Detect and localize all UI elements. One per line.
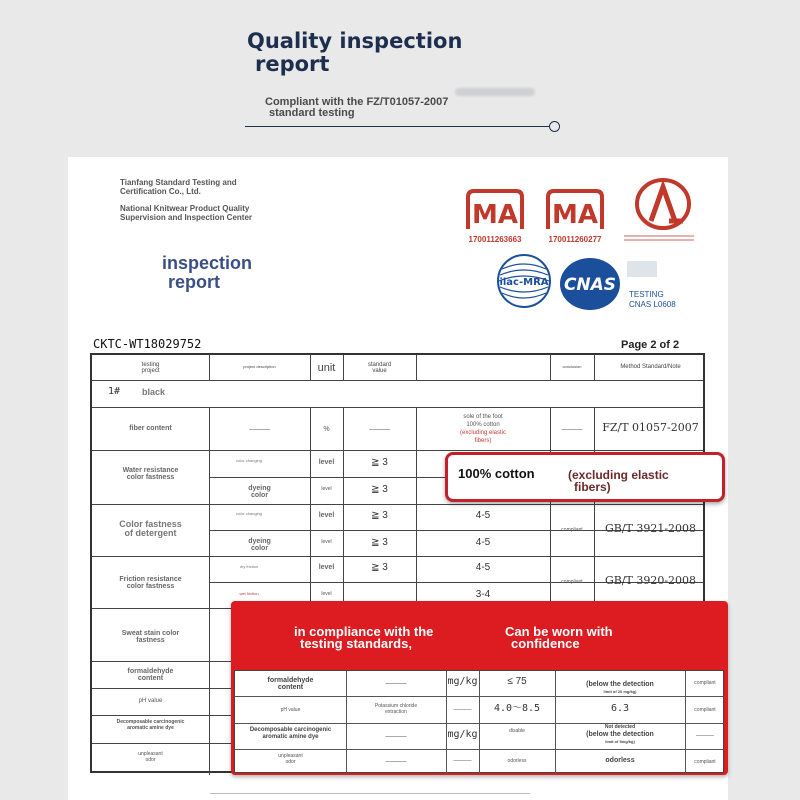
banner-odor-line1: unpleasant	[278, 753, 303, 759]
org-name-tianfang	[120, 178, 237, 196]
document-number: CKTC-WT18029752	[93, 337, 202, 351]
friction-result-1: 4-5	[475, 562, 491, 573]
banner-amine-result	[555, 723, 685, 744]
amine-label-line1: Decomposable carcinogenic	[116, 719, 185, 725]
water-standard-2: ≧ 3	[371, 484, 388, 495]
cal-certification-logo	[633, 177, 693, 232]
formaldehyde-label-line1: formaldehyde	[127, 668, 174, 675]
friction-label-line2: color fastness	[126, 583, 175, 590]
ma-certification-logo-1	[464, 187, 526, 231]
fiber-standard: ———	[369, 426, 390, 433]
water-dyeing-line1: dyeing	[248, 485, 271, 492]
banner-amine-result-line1: Not detected	[604, 724, 636, 730]
org-name-knitwear-center	[120, 204, 252, 222]
detergent-dyeing-line1: dyeing	[248, 538, 271, 545]
cnas-mini-image	[627, 261, 657, 277]
detergent-sub-color-changing: color changing	[235, 511, 263, 516]
odor-label-line1: unpleasant	[138, 751, 163, 757]
report-title	[247, 30, 462, 76]
banner-odor-desc: ———	[385, 758, 407, 765]
detergent-sub-dyeing-color	[209, 538, 310, 552]
sweat-label-line2: fastness	[136, 637, 165, 644]
friction-result-2: 3-4	[475, 589, 491, 600]
banner-formaldehyde-result-line2: limit of 20 mg/kg)	[603, 689, 637, 694]
detergent-dyeing-line2: color	[250, 545, 269, 552]
banner-odor-result: odorless	[605, 757, 635, 764]
banner-amine-line2: aromatic amine dye	[262, 734, 319, 740]
banner-ph-standard: 4.0～8.5	[493, 703, 541, 714]
inspection-heading-line1: inspection	[162, 253, 253, 273]
ph-label: pH value	[138, 698, 163, 704]
banner-ph-label: pH value	[280, 707, 301, 713]
cal-fine-print-line-2	[624, 239, 694, 241]
friction-sub-dry: dry friction	[239, 564, 259, 569]
banner-formaldehyde-conclusion: compliant	[694, 680, 716, 686]
banner-ph-desc-line1: Potassium chloride	[374, 703, 418, 709]
header-standard-line2: value	[372, 368, 387, 374]
svg-text:CNAS: CNAS	[563, 275, 617, 295]
sweat-label-line1: Sweat stain color	[121, 630, 180, 637]
report-subtitle	[265, 97, 448, 119]
detergent-result-1: 4-5	[475, 510, 491, 521]
banner-odor-line2: odor	[285, 759, 296, 765]
fiber-unit: %	[323, 426, 330, 433]
header-conclusion: conclusion	[562, 364, 582, 369]
friction-label-line1: Friction resistance	[119, 576, 182, 583]
amine-label-line2: aromatic amine dye	[127, 725, 174, 731]
cnas-testing-text	[629, 290, 676, 310]
callout-cotton-text: 100% cotton	[458, 466, 535, 481]
banner-amine-standard: disable	[509, 728, 525, 734]
detergent-unit-1: level	[318, 512, 335, 519]
odor-label	[92, 751, 209, 763]
banner-formaldehyde-standard: ≤ 75	[507, 676, 527, 687]
banner-odor-standard: odorless	[507, 758, 527, 764]
report-title-line2: report	[255, 52, 330, 76]
detergent-standard-1: ≧ 3	[371, 510, 388, 521]
banner-right-line1: Can be worn with	[505, 624, 613, 639]
callout-excluding-line2: fibers)	[574, 480, 611, 494]
row-line	[92, 556, 703, 557]
detergent-conclusion: compliant	[561, 527, 583, 533]
inspection-heading-line2: report	[168, 272, 221, 292]
banner-odor-unit: ———	[453, 758, 472, 764]
detergent-unit-2: level	[321, 539, 332, 545]
header-divider	[245, 126, 550, 127]
banner-left-line1: in compliance with the	[294, 624, 434, 639]
banner-formaldehyde-line1: formaldehyde	[267, 677, 314, 684]
detergent-label-line2: of detergent	[124, 528, 177, 538]
fiber-result-line2: 100% cotton	[466, 422, 500, 428]
org1-line1: Tianfang Standard Testing and	[120, 178, 237, 187]
banner-left-line2: testing standards,	[300, 636, 412, 651]
header-standard-line1: standard	[367, 362, 392, 368]
ma-certification-logo-2	[544, 187, 606, 231]
friction-sub-wet: wet friction	[239, 591, 259, 596]
water-sub-color-changing: color changing	[235, 458, 263, 463]
banner-formaldehyde-desc: ———	[385, 680, 407, 687]
friction-method: GB/T 3920-2008	[604, 574, 697, 587]
detergent-fastness-label	[92, 520, 209, 538]
fiber-result-line3: (excluding elastic	[459, 430, 507, 436]
report-title-line1: Quality inspection	[247, 29, 463, 53]
fiber-result-line1: sole of the foot	[463, 414, 503, 420]
banner-amine-conclusion: ———	[696, 733, 714, 739]
banner-ph-conclusion: compliant	[694, 707, 716, 713]
water-unit-2: level	[321, 486, 332, 492]
header-testing-line1: testing	[141, 362, 160, 368]
banner-amine-result-line3: limit of 5mg/kg)	[605, 739, 635, 744]
header-method-standard: Method Standard/Note	[620, 364, 681, 370]
banner-odor-label	[235, 753, 346, 765]
row-line	[92, 407, 703, 408]
ma-number-2: 170011260277	[548, 235, 602, 244]
banner-formaldehyde-result-line1: (below the detection	[586, 681, 654, 688]
svg-text:MA: MA	[552, 200, 598, 230]
report-subtitle-line2: standard testing	[269, 107, 355, 119]
fiber-method: FZ/T 01057-2007	[602, 421, 699, 434]
fiber-content-label: fiber content	[129, 425, 172, 432]
cnas-logo	[558, 256, 622, 312]
sample-number: 1#	[108, 386, 121, 397]
banner-amine-desc: ———	[385, 733, 407, 740]
row-line	[92, 380, 703, 381]
ma-number-1: 170011263663	[468, 235, 522, 244]
banner-ph-unit: ———	[453, 707, 472, 713]
banner-formaldehyde-line2: content	[277, 684, 304, 691]
row-line	[92, 450, 703, 451]
water-label-line1: Water resistance	[122, 467, 179, 474]
banner-ph-desc	[346, 703, 446, 715]
sample-color: black	[142, 387, 166, 397]
friction-conclusion: compliant	[561, 579, 583, 585]
banner-amine-line1: Decomposable carcinogenic	[249, 727, 332, 733]
banner-formaldehyde-result	[555, 681, 685, 694]
banner-ph-desc-line2: extraction	[385, 709, 407, 715]
banner-confidence-text	[505, 626, 613, 650]
svg-text:CAL: CAL	[662, 230, 664, 231]
bottom-divider	[210, 793, 530, 794]
detergent-method: GB/T 3921-2008	[604, 522, 697, 535]
detergent-result-2: 4-5	[475, 537, 491, 548]
fiber-result	[416, 413, 550, 445]
banner-ph-result: 6.3	[610, 703, 630, 714]
svg-text:ilac-MRA: ilac-MRA	[499, 277, 549, 288]
org2-line1: National Knitwear Product Quality	[120, 204, 250, 213]
friction-unit-1: level	[318, 564, 335, 571]
ilac-mra-logo	[496, 251, 552, 311]
cotton-callout-box	[445, 452, 725, 502]
fiber-result-line4: fibers)	[474, 438, 492, 444]
banner-amine-unit: mg/kg	[447, 729, 478, 740]
banner-right-line2: confidence	[511, 636, 580, 651]
friction-unit-2: level	[321, 591, 332, 597]
org2-line2: Supervision and Inspection Center	[120, 213, 253, 222]
header-standard-value	[343, 362, 416, 374]
banner-amine-label	[235, 727, 346, 741]
formaldehyde-label	[92, 668, 209, 682]
water-fastness-label	[92, 467, 209, 481]
row-line	[92, 504, 703, 505]
banner-compliance-text	[294, 626, 433, 650]
org1-line2: Certification Co., Ltd.	[120, 187, 201, 196]
water-dyeing-line2: color	[250, 492, 269, 499]
water-sub-dyeing-color	[209, 485, 310, 499]
cal-fine-print-line-1	[624, 235, 694, 237]
fiber-desc: ———	[249, 426, 270, 433]
header-project-description: project description	[243, 364, 276, 369]
callout-excluding-text	[568, 469, 669, 493]
detergent-standard-2: ≧ 3	[371, 537, 388, 548]
odor-label-line2: odor	[145, 757, 156, 763]
header-unit: unit	[317, 362, 336, 374]
inspection-report-heading	[162, 254, 252, 292]
water-unit-1: level	[318, 459, 335, 466]
blurred-text-decoration	[455, 88, 535, 96]
friction-fastness-label	[92, 576, 209, 590]
water-label-line2: color fastness	[126, 474, 175, 481]
svg-text:MA: MA	[472, 200, 518, 230]
col-line	[416, 355, 417, 380]
callout-excluding-line1: (excluding elastic	[568, 468, 669, 482]
report-subtitle-line1: Compliant with the FZ/T01057-2007	[265, 96, 449, 108]
compliance-banner	[231, 601, 728, 775]
amine-label	[92, 719, 209, 731]
fiber-conclusion: ———	[561, 426, 583, 433]
header-testing-line2: project	[141, 368, 160, 374]
water-standard-1: ≧ 3	[371, 457, 388, 468]
header-testing-project	[92, 362, 209, 374]
page-number: Page 2 of 2	[621, 339, 680, 351]
sweat-fastness-label	[92, 630, 209, 644]
banner-formaldehyde-label	[235, 677, 346, 691]
friction-standard-1: ≧ 3	[371, 562, 388, 573]
header-divider-end-circle	[549, 121, 560, 132]
banner-amine-result-line2: (below the detection	[586, 731, 654, 738]
banner-formaldehyde-unit: mg/kg	[447, 676, 478, 687]
cnas-testing-line2: CNAS L0608	[629, 300, 676, 309]
banner-results-table	[234, 670, 724, 773]
formaldehyde-label-line2: content	[137, 675, 164, 682]
cnas-testing-line1: TESTING	[629, 290, 664, 299]
detergent-label-line1: Color fastness	[119, 519, 182, 529]
banner-odor-conclusion: compliant	[694, 759, 716, 765]
